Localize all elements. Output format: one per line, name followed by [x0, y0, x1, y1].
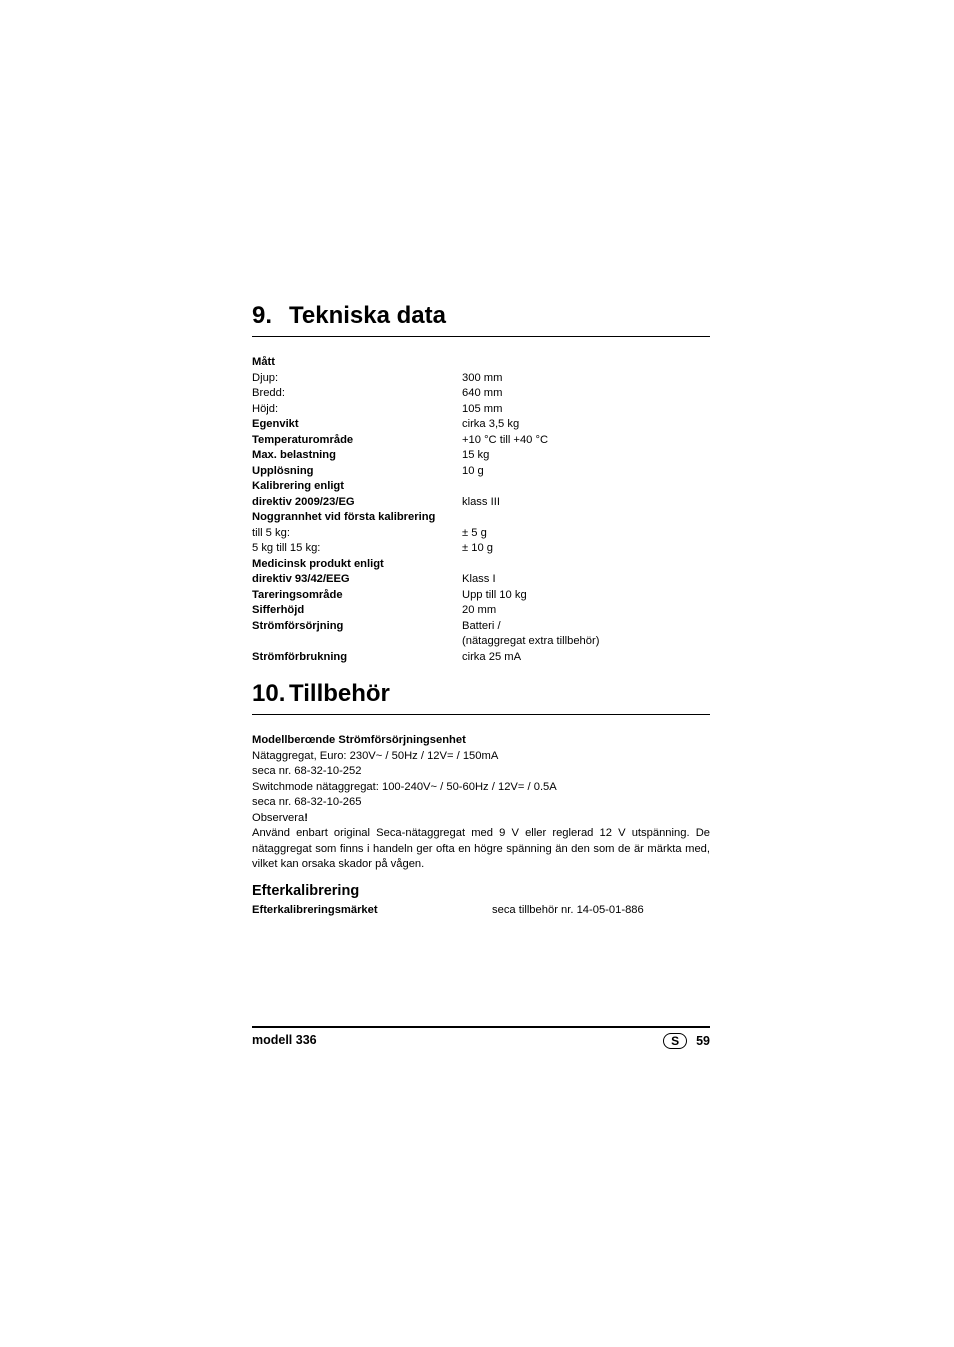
spec-label: direktiv 2009/23/EG: [252, 495, 355, 508]
spec-row: [252, 634, 710, 650]
spec-label: Kalibrering enligt: [252, 480, 344, 492]
spec-value: 20 mm: [462, 604, 497, 616]
recalibration-row: [252, 903, 710, 919]
spec-value: Batteri /: [462, 619, 501, 632]
spec-value: 10 g: [462, 464, 484, 477]
recalibration-heading: Efterkalibrering: [252, 883, 360, 899]
observe-label: [252, 811, 710, 827]
spec-row: [252, 526, 710, 542]
spec-value: 300 mm: [462, 371, 503, 384]
spec-label: Upplösning: [252, 464, 314, 477]
spec-label: direktiv 93/42/EEG: [252, 573, 350, 585]
recalibration-value: seca tillbehör nr. 14-05-01-886: [492, 904, 644, 916]
spec-value: ± 5 g: [462, 526, 487, 539]
spec-value: +10 °C till +40 °C: [462, 433, 549, 446]
spec-label: Tareringsområde: [252, 588, 343, 601]
spec-label: Max. belastning: [252, 449, 336, 461]
power-supply-euro-article: seca nr. 68-32-10-252: [252, 765, 362, 777]
spec-label: Sifferhöjd: [252, 604, 305, 616]
spec-label: Temperaturområde: [252, 433, 354, 446]
page-number: 59: [696, 1034, 710, 1048]
spec-value: Upp till 10 kg: [462, 588, 527, 601]
spec-value: 15 kg: [462, 449, 490, 461]
spec-row: [252, 402, 710, 418]
power-supply-switchmode-article: seca nr. 68-32-10-265: [252, 796, 362, 808]
spec-label: Medicinsk produkt enligt: [252, 557, 384, 570]
power-supply-subheading: Modellberœnde Strömförsörjningsenhet: [252, 734, 466, 746]
spec-label: Djup:: [252, 371, 279, 384]
spec-row: [252, 541, 710, 557]
spec-row: [252, 386, 710, 402]
spec-label: till 5 kg:: [252, 526, 290, 539]
spec-row: [252, 417, 710, 433]
section-9-title: Tekniska data: [289, 302, 446, 329]
spec-row: [252, 464, 710, 480]
warning-paragraph: Använd enbart original Seca-nätaggregat med 9 V eller reglerad 12 V utspänning. De nätaggregat som finns i handeln ger ofta en högre spänning än den som de är märkta med, vilket kan orsaka skador på vågen.: [252, 827, 710, 870]
spec-row: [252, 603, 710, 619]
spec-value: 105 mm: [462, 402, 503, 415]
section-10-title: Tillbehör: [289, 680, 390, 707]
spec-value: cirka 25 mA: [462, 650, 522, 663]
spec-row: [252, 619, 710, 635]
section-10-heading: [252, 680, 710, 715]
spec-label: Bredd:: [252, 387, 285, 399]
spec-row: [252, 479, 710, 495]
spec-row: [252, 433, 710, 449]
page-footer: [252, 1026, 710, 1049]
observe-mark: !: [304, 811, 308, 824]
spec-row: [252, 510, 710, 526]
spec-value: [462, 510, 710, 526]
section-9-number: 9.: [252, 302, 273, 329]
recalibration-label: Efterkalibreringsmärket: [252, 904, 378, 916]
power-supply-switchmode: Switchmode nätaggregat: 100-240V~ / 50-60Hz / 12V= / 0.5A: [252, 780, 557, 793]
spec-label: Strömförsörjning: [252, 619, 344, 632]
spec-row: [252, 557, 710, 573]
spec-label: Egenvikt: [252, 418, 299, 430]
language-badge: S: [663, 1033, 687, 1049]
footer-right: [663, 1033, 710, 1049]
observe-text: Observera: [252, 811, 305, 824]
spec-label: Höjd:: [252, 402, 279, 415]
spec-value: ± 10 g: [462, 542, 494, 554]
spec-label: [252, 634, 462, 650]
section-9-heading: [252, 302, 710, 337]
spec-value: [462, 557, 710, 573]
spec-value: [462, 479, 710, 495]
spec-value: 640 mm: [462, 387, 503, 399]
spec-value: Klass I: [462, 573, 496, 585]
footer-model: modell 336: [252, 1033, 317, 1047]
spec-row: [252, 650, 710, 666]
spec-value: klass III: [462, 495, 500, 508]
section-10-number: 10.: [252, 680, 286, 707]
spec-value: cirka 3,5 kg: [462, 418, 520, 430]
spec-value: [462, 355, 710, 371]
accessories-block: [252, 733, 710, 873]
spec-row: [252, 572, 710, 588]
spec-row: [252, 448, 710, 464]
spec-label: Mått: [252, 356, 275, 368]
spec-value: (nätaggregat extra tillbehör): [462, 635, 600, 647]
spec-label: 5 kg till 15 kg:: [252, 542, 321, 554]
spec-row: [252, 355, 710, 371]
spec-label: Noggrannhet vid första kalibrering: [252, 511, 436, 523]
power-supply-euro: Nätaggregat, Euro: 230V~ / 50Hz / 12V= / 150mA: [252, 749, 499, 762]
spec-row: [252, 371, 710, 387]
technical-data-table: [252, 355, 710, 665]
spec-label: Strömförbrukning: [252, 650, 348, 663]
spec-row: [252, 495, 710, 511]
spec-row: [252, 588, 710, 604]
